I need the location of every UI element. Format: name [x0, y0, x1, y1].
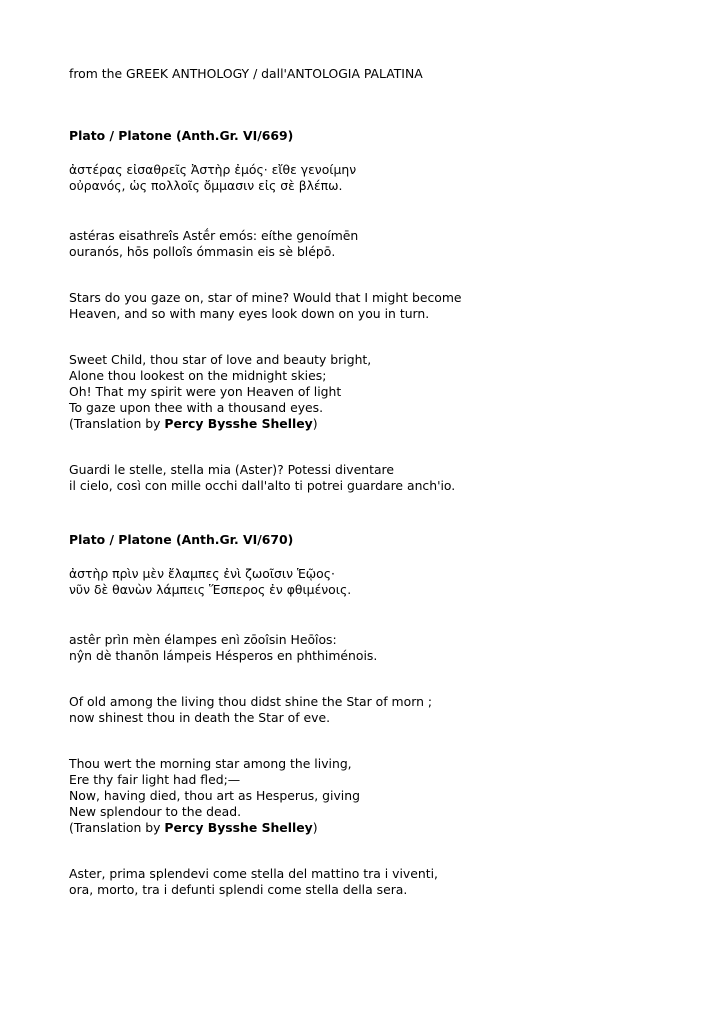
greek-text: [69, 162, 709, 194]
transliteration-text: [69, 228, 709, 260]
english-line: Heaven, and so with many eyes look down on you in turn.: [69, 306, 430, 321]
translation-credit: [69, 416, 709, 432]
credit-suffix: ): [312, 416, 318, 431]
shelley-line: To gaze upon thee with a thousand eyes.: [69, 400, 324, 415]
poem-title: Plato / Platone (Anth.Gr. VI/670): [69, 532, 294, 547]
english-line: now shinest thou in death the Star of eve.: [69, 710, 331, 725]
english-translation: [69, 694, 709, 726]
credit-prefix: (Translation by: [69, 820, 165, 835]
shelley-line: Now, having died, thou art as Hesperus, giving: [69, 788, 360, 803]
transliteration-line: nŷn dè thanōn lámpeis Hésperos en phthiménois.: [69, 648, 378, 663]
shelley-line: New splendour to the dead.: [69, 804, 242, 819]
poem-title: Plato / Platone (Anth.Gr. VI/669): [69, 128, 294, 143]
poem-section: [69, 532, 709, 898]
english-line: Stars do you gaze on, star of mine? Would that I might become: [69, 290, 462, 305]
greek-line: ἀστέρας εἰσαθρεῖς Ἀστὴρ ἐμός· εἴθε γενοίμην: [69, 162, 357, 177]
english-translation: [69, 290, 709, 322]
document-page: [69, 66, 709, 928]
credit-author: Percy Bysshe Shelley: [164, 416, 313, 431]
italian-line: Guardi le stelle, stella mia (Aster)? Potessi diventare: [69, 462, 394, 477]
english-line: Of old among the living thou didst shine the Star of morn ;: [69, 694, 433, 709]
transliteration-line: ouranós, hōs polloîs ómmasin eis sè blépō.: [69, 244, 336, 259]
document-header: from the GREEK ANTHOLOGY / dall'ANTOLOGIA PALATINA: [69, 66, 423, 81]
shelley-line: Ere thy fair light had fled;—: [69, 772, 241, 787]
greek-line: οὐρανός, ὡς πολλοῖς ὄμμασιν εἰς σὲ βλέπω.: [69, 178, 343, 193]
shelley-line: Oh! That my spirit were yon Heaven of light: [69, 384, 342, 399]
credit-author: Percy Bysshe Shelley: [164, 820, 313, 835]
transliteration-line: astéras eisathreîs Astḗr emós: eíthe genoímēn: [69, 228, 359, 243]
shelley-translation: [69, 352, 709, 432]
shelley-line: Sweet Child, thou star of love and beauty bright,: [69, 352, 372, 367]
italian-translation: [69, 866, 709, 898]
italian-translation: [69, 462, 709, 494]
transliteration-text: [69, 632, 709, 664]
credit-prefix: (Translation by: [69, 416, 165, 431]
italian-line: il cielo, così con mille occhi dall'alto ti potrei guardare anch'io.: [69, 478, 456, 493]
shelley-line: Alone thou lookest on the midnight skies;: [69, 368, 327, 383]
transliteration-line: astêr prìn mèn élampes enì zōoîsin Heōîos:: [69, 632, 337, 647]
credit-suffix: ): [312, 820, 318, 835]
shelley-line: Thou wert the morning star among the living,: [69, 756, 352, 771]
shelley-translation: [69, 756, 709, 836]
italian-line: ora, morto, tra i defunti splendi come stella della sera.: [69, 882, 408, 897]
poem-section: [69, 128, 709, 494]
greek-line: ἀστὴρ πρὶν μὲν ἔλαμπες ἐνὶ ζωοῖσιν Ἑῷος·: [69, 566, 335, 581]
greek-text: [69, 566, 709, 598]
italian-line: Aster, prima splendevi come stella del mattino tra i viventi,: [69, 866, 438, 881]
greek-line: νῦν δὲ θανὼν λάμπεις Ἕσπερος ἐν φθιμένοις.: [69, 582, 352, 597]
translation-credit: [69, 820, 709, 836]
